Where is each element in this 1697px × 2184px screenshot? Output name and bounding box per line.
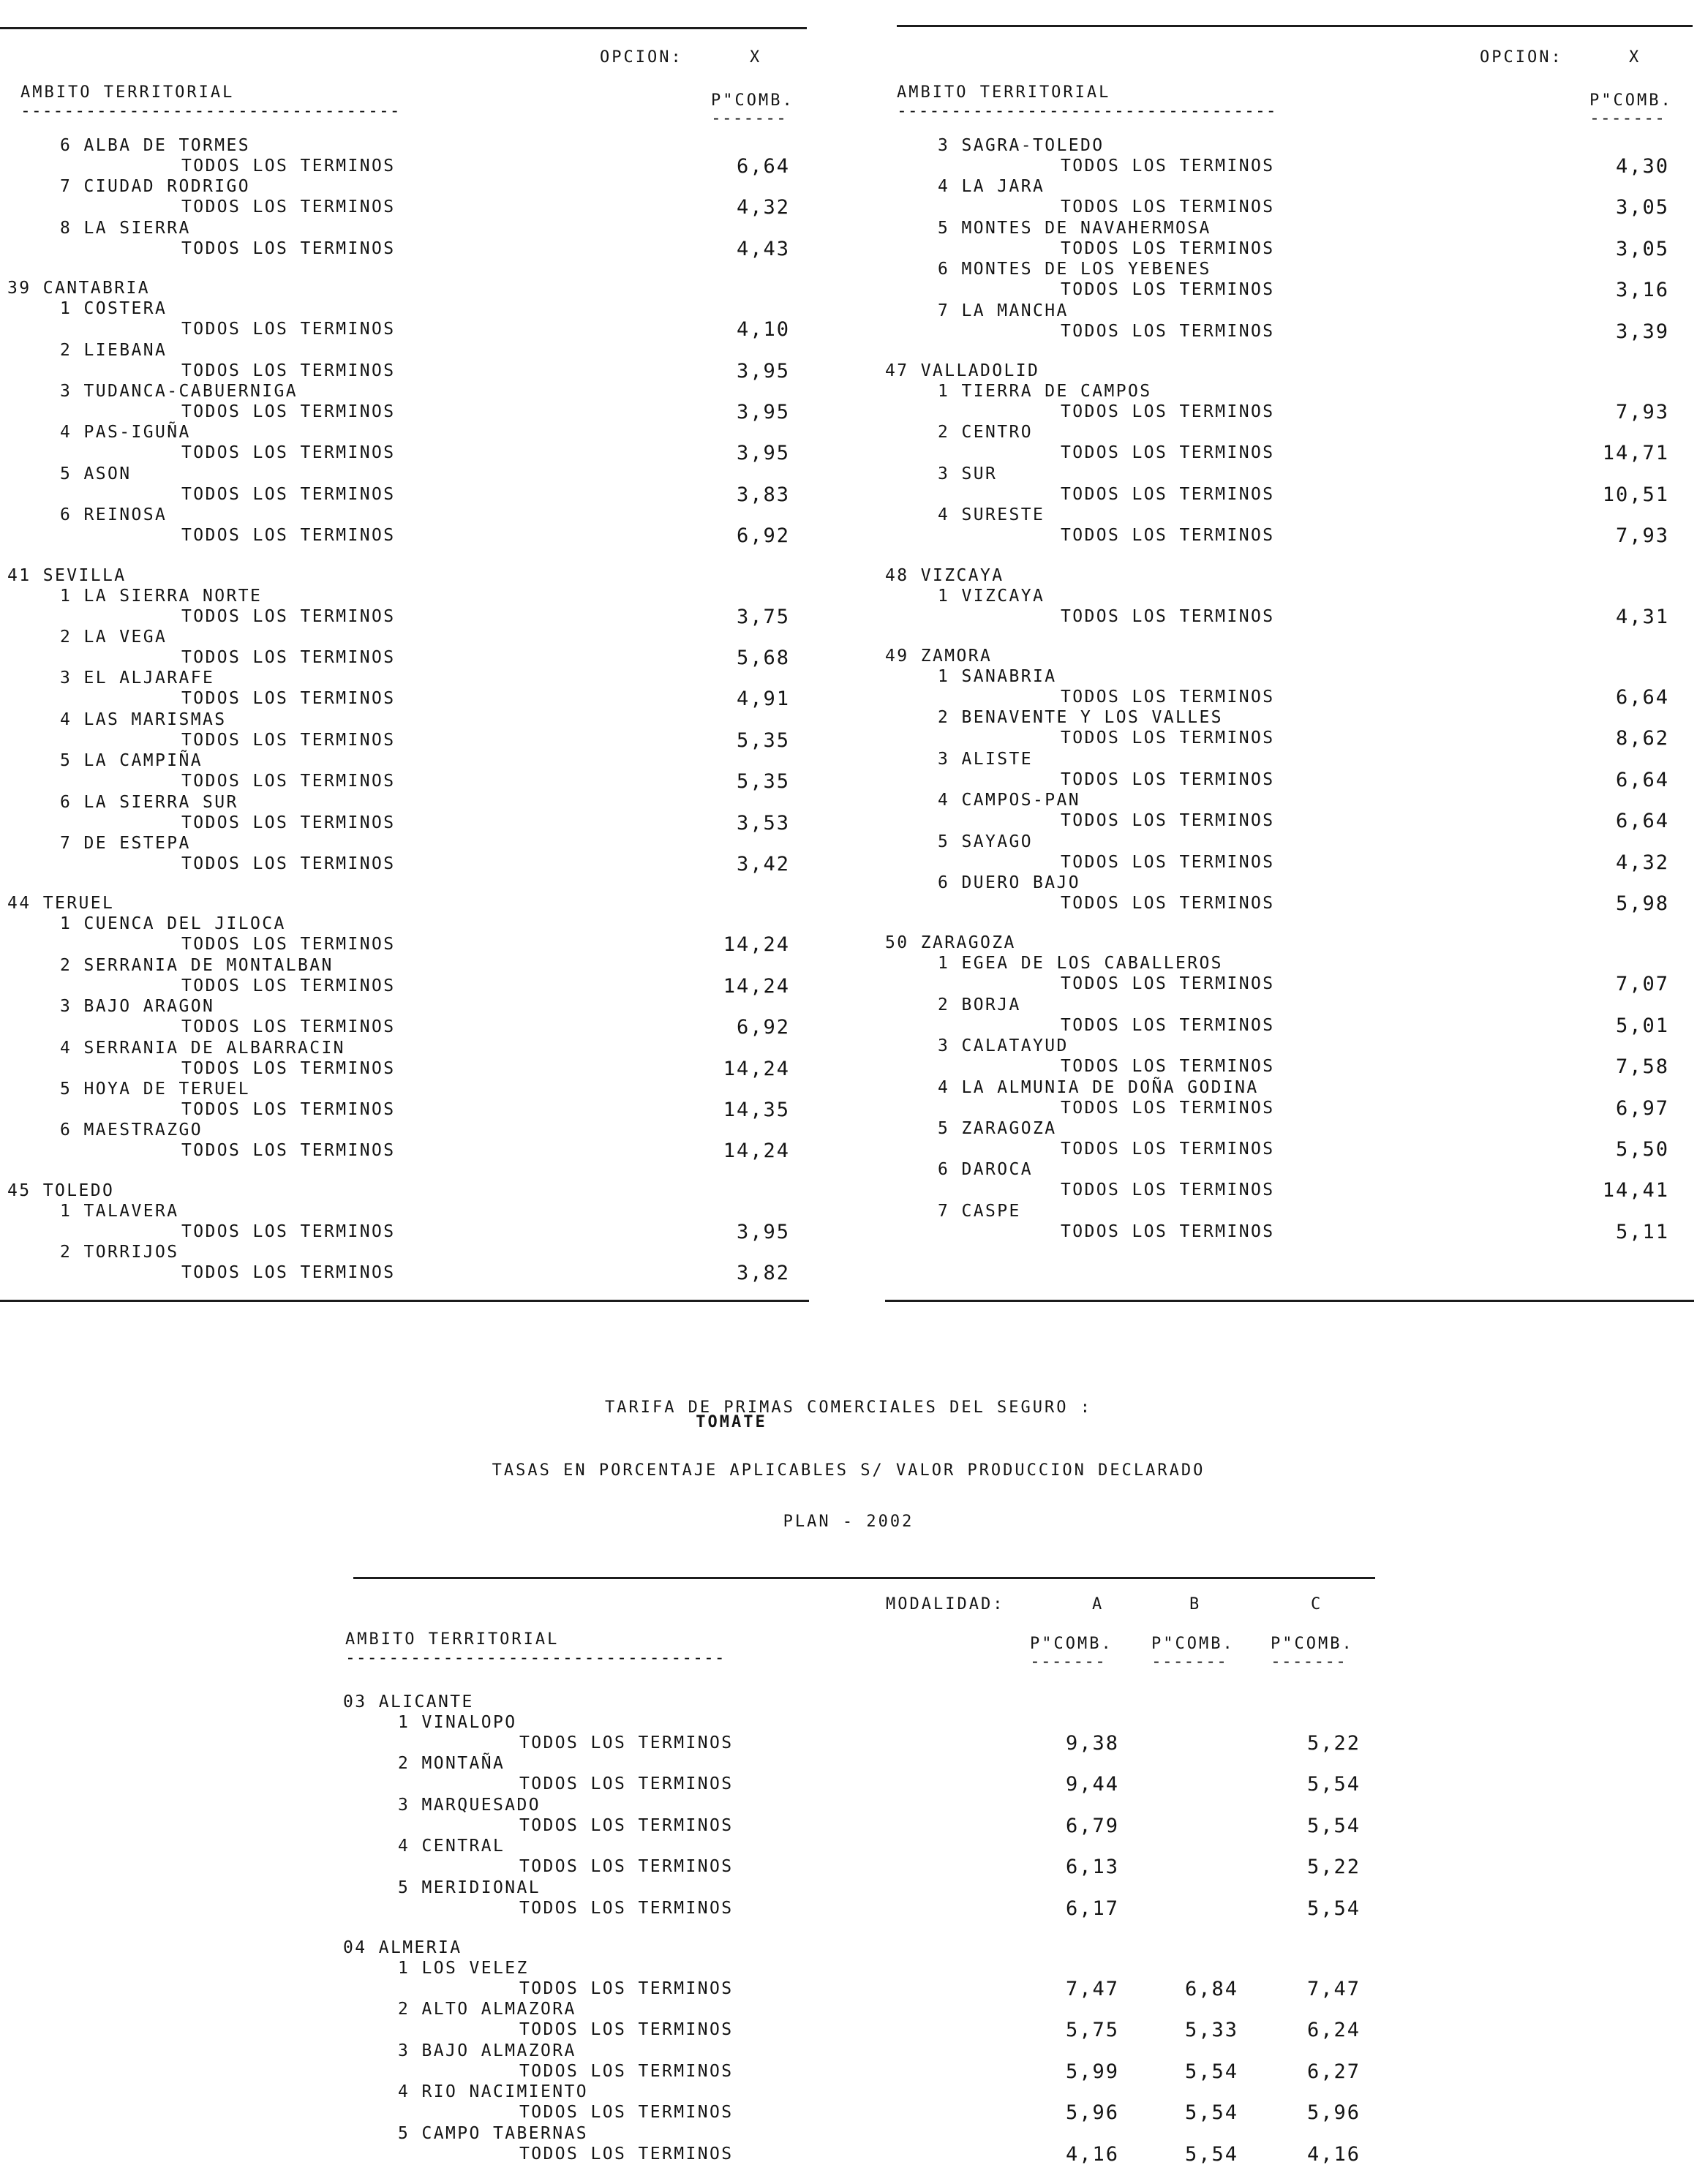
rate-value: 7,93 — [1615, 524, 1669, 548]
rate-value-c: 6,27 — [1306, 2060, 1361, 2083]
all-terms-label: TODOS LOS TERMINOS — [181, 854, 396, 873]
all-terms-label: TODOS LOS TERMINOS — [1061, 197, 1275, 217]
rate-value-b: 6,84 — [1184, 1978, 1238, 2000]
comarca-name: 3 SUR — [938, 464, 998, 483]
comarca-name: 4 SURESTE — [938, 505, 1045, 525]
bottom-rule — [885, 1300, 1694, 1302]
rate-value: 3,39 — [1615, 320, 1669, 343]
rate-value-c: 5,96 — [1306, 2101, 1361, 2125]
comarca-name: 1 SANABRIA — [938, 667, 1057, 686]
region-header: AMBITO TERRITORIAL — [20, 83, 235, 102]
all-terms-label: TODOS LOS TERMINOS — [1061, 1015, 1275, 1035]
rate-value: 4,31 — [1615, 605, 1669, 628]
rate-column-underline: ------- — [711, 109, 787, 128]
all-terms-label: TODOS LOS TERMINOS — [1061, 811, 1275, 831]
comarca-name: 1 LA SIERRA NORTE — [60, 586, 263, 606]
title-line-1: TARIFA DE PRIMAS COMERCIALES DEL SEGURO : — [604, 1398, 1093, 1417]
title-line-3: TASAS EN PORCENTAJE APLICABLES S/ VALOR PRODUCCION DECLARADO — [492, 1461, 1205, 1480]
rate-value-a: 5,99 — [1065, 2060, 1119, 2083]
rate-value: 5,35 — [736, 728, 790, 752]
all-terms-label: TODOS LOS TERMINOS — [519, 1815, 734, 1835]
comarca-name: 3 MARQUESADO — [398, 1795, 541, 1815]
title-line-2: TOMATE — [696, 1413, 767, 1431]
comarca-name: 8 LA SIERRA — [60, 218, 191, 238]
all-terms-label: TODOS LOS TERMINOS — [181, 1263, 396, 1283]
rate-column-header: P"COMB. — [711, 91, 794, 110]
all-terms-label: TODOS LOS TERMINOS — [1061, 402, 1275, 421]
comarca-name: 4 LAS MARISMAS — [60, 709, 227, 729]
rate-value: 14,35 — [723, 1099, 790, 1121]
comarca-name: 4 PAS-IGUÑA — [60, 423, 191, 443]
comarca-name: 1 VINALOPO — [398, 1713, 517, 1732]
rate-value-a: 5,75 — [1065, 2019, 1119, 2042]
comarca-name: 4 CENTRAL — [398, 1837, 505, 1856]
rate-value: 3,95 — [736, 442, 790, 465]
rate-value: 3,16 — [1615, 279, 1669, 302]
comarca-name: 1 LOS VELEZ — [398, 1959, 529, 1978]
top-rule — [353, 1577, 1375, 1579]
region-header: AMBITO TERRITORIAL — [345, 1630, 560, 1649]
comarca-name: 6 MONTES DE LOS YEBENES — [938, 260, 1211, 279]
comarca-name: 5 MONTES DE NAVAHERMOSA — [938, 218, 1211, 238]
comarca-name: 5 SAYAGO — [938, 832, 1033, 851]
modality-b: B — [1189, 1595, 1202, 1613]
all-terms-label: TODOS LOS TERMINOS — [1061, 1140, 1275, 1159]
comarca-name: 2 MONTAÑA — [398, 1754, 505, 1774]
rate-column-underline-c: ------- — [1271, 1652, 1347, 1671]
rate-value: 14,24 — [723, 1057, 790, 1080]
comarca-name: 3 EL ALJARAFE — [60, 669, 215, 688]
comarca-name: 4 SERRANIA DE ALBARRACIN — [60, 1038, 345, 1058]
comarca-name: 1 EGEA DE LOS CABALLEROS — [938, 954, 1223, 974]
rate-value-a: 9,38 — [1065, 1732, 1119, 1755]
rate-value: 3,05 — [1615, 237, 1669, 260]
rate-value: 5,35 — [736, 770, 790, 794]
all-terms-label: TODOS LOS TERMINOS — [181, 402, 396, 421]
rate-value-a: 4,16 — [1065, 2142, 1119, 2166]
all-terms-label: TODOS LOS TERMINOS — [519, 1979, 734, 1998]
rate-value: 4,30 — [1615, 155, 1669, 178]
all-terms-label: TODOS LOS TERMINOS — [181, 157, 396, 176]
all-terms-label: TODOS LOS TERMINOS — [1061, 769, 1275, 789]
rate-value: 3,53 — [736, 811, 790, 835]
comarca-name: 3 CALATAYUD — [938, 1036, 1069, 1056]
rate-value-b: 5,54 — [1184, 2101, 1238, 2125]
region-header-underline: ----------------------------------- — [20, 102, 401, 121]
all-terms-label: TODOS LOS TERMINOS — [181, 648, 396, 667]
rate-value: 3,95 — [736, 359, 790, 383]
all-terms-label: TODOS LOS TERMINOS — [1061, 1057, 1275, 1077]
rate-value: 3,42 — [736, 853, 790, 876]
all-terms-label: TODOS LOS TERMINOS — [181, 443, 396, 463]
rate-column-header-b: P"COMB. — [1151, 1635, 1235, 1653]
comarca-name: 1 COSTERA — [60, 299, 168, 319]
title-line-4: PLAN - 2002 — [783, 1513, 914, 1531]
rate-value: 4,32 — [736, 196, 790, 219]
all-terms-label: TODOS LOS TERMINOS — [1061, 1221, 1275, 1241]
comarca-name: 2 LA VEGA — [60, 628, 168, 647]
all-terms-label: TODOS LOS TERMINOS — [519, 1857, 734, 1877]
rate-value: 3,95 — [736, 401, 790, 423]
all-terms-label: TODOS LOS TERMINOS — [1061, 280, 1275, 300]
rate-value-c: 5,54 — [1306, 1814, 1361, 1837]
rate-value: 6,92 — [736, 524, 790, 548]
all-terms-label: TODOS LOS TERMINOS — [181, 320, 396, 339]
all-terms-label: TODOS LOS TERMINOS — [1061, 238, 1275, 258]
option-label: OPCION: — [600, 48, 683, 67]
comarca-name: 6 LA SIERRA SUR — [60, 792, 238, 812]
rate-value: 4,91 — [736, 688, 790, 711]
all-terms-label: TODOS LOS TERMINOS — [519, 2020, 734, 2040]
rate-value: 5,68 — [736, 647, 790, 669]
rate-value: 7,93 — [1615, 401, 1669, 423]
rate-value: 10,51 — [1602, 483, 1669, 506]
all-terms-label: TODOS LOS TERMINOS — [181, 976, 396, 995]
all-terms-label: TODOS LOS TERMINOS — [1061, 526, 1275, 546]
all-terms-label: TODOS LOS TERMINOS — [1061, 974, 1275, 994]
all-terms-label: TODOS LOS TERMINOS — [181, 689, 396, 709]
all-terms-label: TODOS LOS TERMINOS — [181, 606, 396, 626]
all-terms-label: TODOS LOS TERMINOS — [181, 1141, 396, 1161]
rate-value-b: 5,54 — [1184, 2060, 1238, 2083]
rate-value-c: 6,24 — [1306, 2019, 1361, 2042]
rate-value-c: 5,22 — [1306, 1732, 1361, 1755]
rate-value: 4,32 — [1615, 851, 1669, 874]
option-value: X — [750, 48, 762, 67]
comarca-name: 7 CIUDAD RODRIGO — [60, 177, 250, 197]
rate-value: 4,43 — [736, 237, 790, 260]
comarca-name: 6 REINOSA — [60, 505, 168, 525]
top-rule — [897, 25, 1693, 27]
all-terms-label: TODOS LOS TERMINOS — [519, 1733, 734, 1752]
comarca-name: 6 DUERO BAJO — [938, 873, 1080, 892]
comarca-name: 3 BAJO ARAGON — [60, 997, 215, 1017]
all-terms-label: TODOS LOS TERMINOS — [181, 484, 396, 504]
all-terms-label: TODOS LOS TERMINOS — [1061, 484, 1275, 504]
all-terms-label: TODOS LOS TERMINOS — [181, 1058, 396, 1078]
rate-value: 3,95 — [736, 1220, 790, 1243]
rate-value-b: 5,54 — [1184, 2142, 1238, 2166]
rate-value: 5,50 — [1615, 1138, 1669, 1161]
all-terms-label: TODOS LOS TERMINOS — [519, 2061, 734, 2081]
rate-column-underline-b: ------- — [1151, 1652, 1227, 1671]
rate-value: 6,64 — [1615, 768, 1669, 791]
rate-value-a: 6,17 — [1065, 1897, 1119, 1920]
comarca-name: 5 ZARAGOZA — [938, 1119, 1057, 1138]
comarca-name: 3 SAGRA-TOLEDO — [938, 136, 1105, 155]
rate-value: 14,41 — [1602, 1179, 1669, 1202]
comarca-name: 2 TORRIJOS — [60, 1243, 179, 1262]
comarca-name: 5 CAMPO TABERNAS — [398, 2123, 588, 2143]
comarca-name: 1 TIERRA DE CAMPOS — [938, 382, 1152, 401]
rate-value: 14,24 — [723, 933, 790, 957]
option-label: OPCION: — [1480, 48, 1563, 67]
all-terms-label: TODOS LOS TERMINOS — [181, 730, 396, 750]
comarca-name: 7 LA MANCHA — [938, 301, 1069, 320]
all-terms-label: TODOS LOS TERMINOS — [181, 935, 396, 954]
rate-value: 3,75 — [736, 605, 790, 628]
rate-value-a: 6,79 — [1065, 1814, 1119, 1837]
rate-value-a: 9,44 — [1065, 1773, 1119, 1796]
province-name: 47 VALLADOLID — [885, 361, 1040, 380]
rate-value-c: 5,54 — [1306, 1773, 1361, 1796]
rate-value-c: 7,47 — [1306, 1978, 1361, 2000]
all-terms-label: TODOS LOS TERMINOS — [519, 1774, 734, 1794]
rate-value: 6,97 — [1615, 1096, 1669, 1120]
comarca-name: 3 BAJO ALMAZORA — [398, 2041, 576, 2060]
comarca-name: 1 TALAVERA — [60, 1201, 179, 1221]
modality-label: MODALIDAD: — [886, 1595, 1005, 1613]
rate-value: 7,07 — [1615, 973, 1669, 996]
rate-value-a: 6,13 — [1065, 1856, 1119, 1879]
rate-value: 14,24 — [723, 1140, 790, 1163]
comarca-name: 2 BENAVENTE Y LOS VALLES — [938, 708, 1223, 728]
rate-value: 6,64 — [1615, 810, 1669, 833]
comarca-name: 6 DAROCA — [938, 1160, 1033, 1180]
comarca-name: 5 LA CAMPIÑA — [60, 751, 203, 771]
comarca-name: 2 SERRANIA DE MONTALBAN — [60, 955, 334, 975]
region-header: AMBITO TERRITORIAL — [897, 83, 1111, 102]
province-name: 39 CANTABRIA — [7, 279, 150, 298]
comarca-name: 6 ALBA DE TORMES — [60, 136, 250, 155]
all-terms-label: TODOS LOS TERMINOS — [1061, 894, 1275, 913]
all-terms-label: TODOS LOS TERMINOS — [1061, 157, 1275, 176]
rate-value: 5,11 — [1615, 1220, 1669, 1243]
comarca-name: 5 MERIDIONAL — [398, 1878, 541, 1897]
all-terms-label: TODOS LOS TERMINOS — [1061, 1098, 1275, 1118]
comarca-name: 1 VIZCAYA — [938, 586, 1045, 606]
province-name: 03 ALICANTE — [343, 1692, 474, 1712]
all-terms-label: TODOS LOS TERMINOS — [181, 238, 396, 258]
all-terms-label: TODOS LOS TERMINOS — [181, 772, 396, 791]
region-header-underline: ----------------------------------- — [897, 102, 1277, 121]
all-terms-label: TODOS LOS TERMINOS — [1061, 688, 1275, 707]
all-terms-label: TODOS LOS TERMINOS — [1061, 728, 1275, 748]
all-terms-label: TODOS LOS TERMINOS — [519, 2103, 734, 2123]
rate-value-a: 5,96 — [1065, 2101, 1119, 2125]
comarca-name: 5 ASON — [60, 464, 132, 483]
comarca-name: 2 BORJA — [938, 995, 1021, 1014]
comarca-name: 4 CAMPOS-PAN — [938, 791, 1080, 810]
all-terms-label: TODOS LOS TERMINOS — [1061, 852, 1275, 872]
comarca-name: 7 CASPE — [938, 1201, 1021, 1221]
rate-value: 3,05 — [1615, 196, 1669, 219]
all-terms-label: TODOS LOS TERMINOS — [181, 526, 396, 546]
all-terms-label: TODOS LOS TERMINOS — [181, 197, 396, 217]
all-terms-label: TODOS LOS TERMINOS — [519, 2144, 734, 2164]
all-terms-label: TODOS LOS TERMINOS — [181, 361, 396, 380]
rate-value-b: 5,33 — [1184, 2019, 1238, 2042]
all-terms-label: TODOS LOS TERMINOS — [519, 1898, 734, 1918]
comarca-name: 5 HOYA DE TERUEL — [60, 1080, 250, 1099]
all-terms-label: TODOS LOS TERMINOS — [181, 1221, 396, 1241]
rate-value: 14,24 — [723, 974, 790, 998]
comarca-name: 4 LA JARA — [938, 177, 1045, 197]
comarca-name: 4 RIO NACIMIENTO — [398, 2082, 588, 2102]
bottom-rule — [0, 1300, 809, 1302]
rate-value: 8,62 — [1615, 727, 1669, 750]
rate-value: 5,98 — [1615, 892, 1669, 915]
rate-column-header: P"COMB. — [1589, 91, 1673, 110]
comarca-name: 3 TUDANCA-CABUERNIGA — [60, 382, 298, 401]
modality-a: A — [1092, 1595, 1105, 1613]
all-terms-label: TODOS LOS TERMINOS — [181, 813, 396, 832]
all-terms-label: TODOS LOS TERMINOS — [1061, 443, 1275, 463]
rate-value-c: 4,16 — [1306, 2142, 1361, 2166]
rate-value: 3,83 — [736, 483, 790, 506]
comarca-name: 2 ALTO ALMAZORA — [398, 2000, 576, 2019]
all-terms-label: TODOS LOS TERMINOS — [181, 1100, 396, 1119]
all-terms-label: TODOS LOS TERMINOS — [1061, 606, 1275, 626]
region-header-underline: ----------------------------------- — [345, 1649, 726, 1668]
province-name: 04 ALMERIA — [343, 1938, 462, 1957]
rate-column-underline: ------- — [1589, 109, 1666, 128]
rate-value-a: 7,47 — [1065, 1978, 1119, 2000]
rate-value: 14,71 — [1602, 442, 1669, 465]
province-name: 44 TERUEL — [7, 894, 115, 914]
all-terms-label: TODOS LOS TERMINOS — [1061, 321, 1275, 341]
rate-value: 7,58 — [1615, 1055, 1669, 1079]
rate-value: 5,01 — [1615, 1014, 1669, 1037]
rate-value-c: 5,22 — [1306, 1856, 1361, 1879]
rate-value: 4,10 — [736, 318, 790, 342]
rate-column-underline-a: ------- — [1030, 1652, 1106, 1671]
comarca-name: 3 ALISTE — [938, 749, 1033, 769]
comarca-name: 6 MAESTRAZGO — [60, 1121, 203, 1140]
rate-column-header-c: P"COMB. — [1271, 1635, 1354, 1653]
rate-value: 3,82 — [736, 1262, 790, 1285]
comarca-name: 1 CUENCA DEL JILOCA — [60, 914, 286, 934]
all-terms-label: TODOS LOS TERMINOS — [1061, 1181, 1275, 1200]
province-name: 50 ZARAGOZA — [885, 933, 1016, 953]
comarca-name: 7 DE ESTEPA — [60, 834, 191, 853]
comarca-name: 4 LA ALMUNIA DE DOÑA GODINA — [938, 1077, 1259, 1097]
modality-c: C — [1311, 1595, 1323, 1613]
comarca-name: 2 CENTRO — [938, 423, 1033, 443]
province-name: 49 ZAMORA — [885, 647, 993, 666]
rate-value: 6,64 — [736, 155, 790, 178]
rate-column-header-a: P"COMB. — [1030, 1635, 1113, 1653]
option-value: X — [1629, 48, 1641, 67]
comarca-name: 2 LIEBANA — [60, 340, 168, 360]
rate-value: 6,64 — [1615, 686, 1669, 709]
rate-value: 6,92 — [736, 1016, 790, 1039]
province-name: 45 TOLEDO — [7, 1181, 115, 1200]
all-terms-label: TODOS LOS TERMINOS — [181, 1017, 396, 1037]
rate-value-c: 5,54 — [1306, 1897, 1361, 1920]
province-name: 41 SEVILLA — [7, 565, 127, 585]
top-rule — [0, 27, 807, 29]
province-name: 48 VIZCAYA — [885, 565, 1004, 585]
